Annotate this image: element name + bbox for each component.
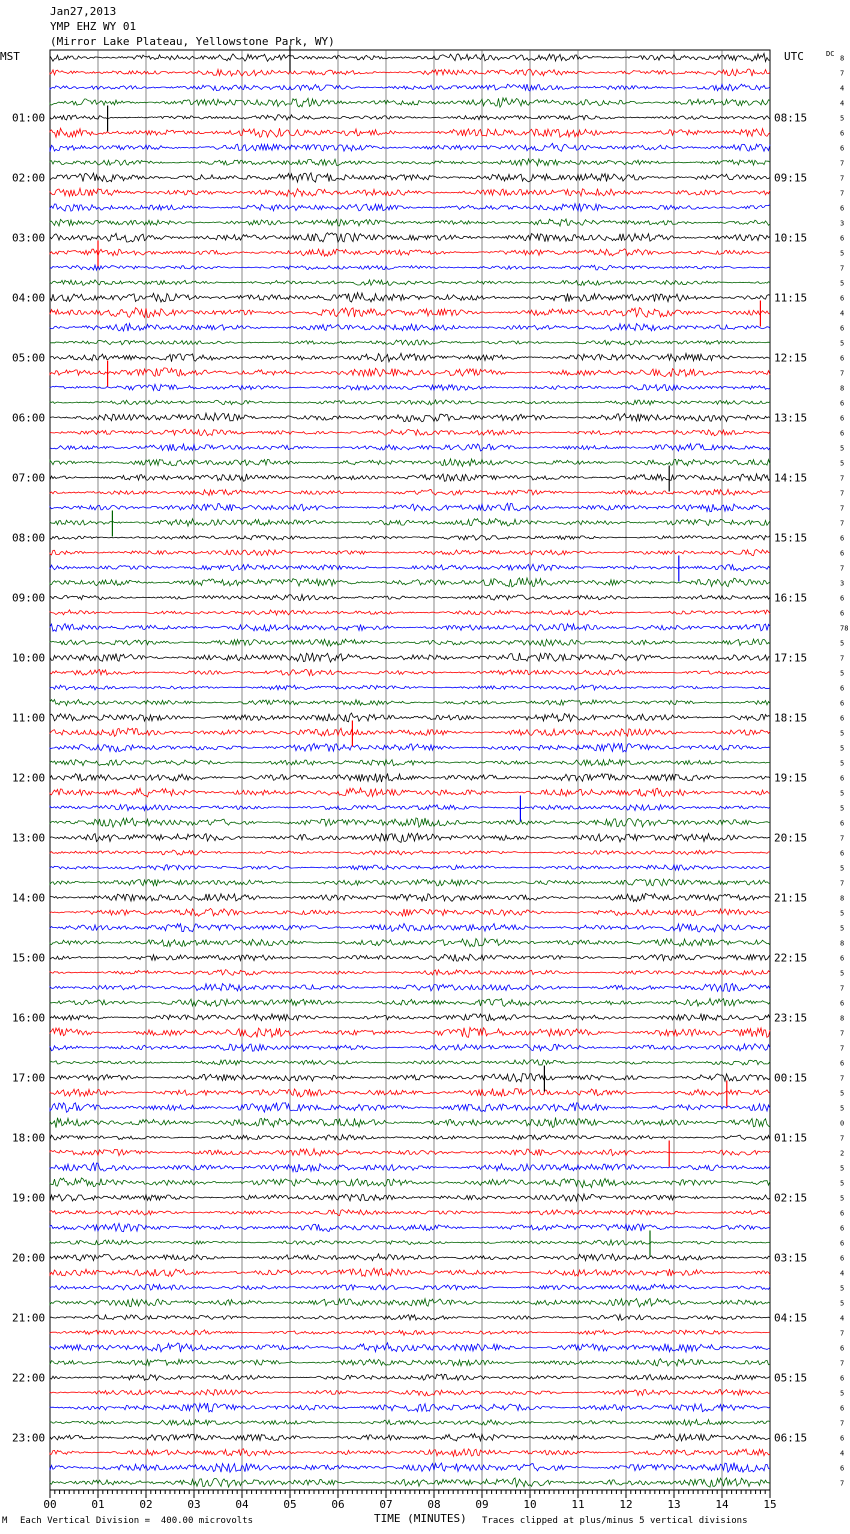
x-tick-label: 04 (235, 1498, 249, 1511)
trace-row (50, 1284, 770, 1290)
trace-row (50, 908, 770, 916)
trace-row (50, 1044, 770, 1052)
trace-row (50, 1163, 770, 1172)
dc-offset-value: 78 (840, 624, 849, 633)
dc-offset-value: 7 (840, 834, 845, 843)
hour-label-utc: 03:15 (774, 1251, 808, 1265)
hour-label-mst: 21:00 (12, 1311, 46, 1325)
trace-row (50, 1118, 770, 1128)
dc-offset-value: 6 (840, 429, 845, 438)
trace-row (50, 143, 770, 151)
trace-row (50, 324, 770, 331)
trace-row (50, 728, 770, 736)
chart-date: Jan27,2013 (50, 5, 117, 18)
x-tick-label: 08 (427, 1498, 441, 1511)
trace-row (50, 578, 770, 587)
hour-label-utc: 12:15 (774, 351, 808, 365)
hour-label-mst: 15:00 (12, 951, 46, 965)
trace-row (50, 1390, 770, 1396)
dc-offset-value: 3 (840, 579, 845, 588)
hour-label-mst: 22:00 (12, 1371, 46, 1385)
hour-label-utc: 09:15 (774, 171, 808, 185)
dc-offset-value: 6 (840, 1344, 845, 1353)
trace-row (50, 474, 770, 481)
trace-row (50, 159, 770, 166)
hour-label-mst: 13:00 (12, 831, 46, 845)
hour-label-utc: 00:15 (774, 1071, 808, 1085)
dc-offset-value: 6 (840, 999, 845, 1008)
dc-offset-value: 6 (840, 234, 845, 243)
dc-offset-value: 5 (840, 1284, 845, 1293)
trace-row (50, 924, 770, 932)
dc-offset-value: 3 (840, 219, 845, 228)
dc-offset-value: 6 (840, 144, 845, 153)
dc-offset-value: 6 (840, 819, 845, 828)
trace-row (50, 1210, 770, 1216)
dc-offset-value: 5 (840, 1194, 845, 1203)
trace-row (50, 865, 770, 871)
hour-label-utc: 18:15 (774, 711, 808, 725)
dc-offset-value: 7 (840, 654, 845, 663)
trace-row (50, 459, 770, 467)
trace-row (50, 84, 770, 91)
trace-row (50, 1299, 770, 1307)
dc-offset-value: 8 (840, 54, 845, 63)
x-tick-label: 02 (139, 1498, 153, 1511)
dc-offset-value: 5 (840, 1089, 845, 1098)
hour-label-mst: 23:00 (12, 1431, 46, 1445)
hour-label-mst: 20:00 (12, 1251, 46, 1265)
trace-row (50, 69, 770, 76)
dc-offset-value: 6 (840, 714, 845, 723)
trace-row (50, 519, 770, 527)
x-tick-label: 01 (91, 1498, 105, 1511)
dc-offset-value: 5 (840, 909, 845, 918)
dc-offset-value: 7 (840, 489, 845, 498)
trace-row (50, 1014, 770, 1021)
dc-offset-value: 6 (840, 294, 845, 303)
trace-row (50, 1060, 770, 1065)
trace-row (50, 1240, 770, 1245)
dc-offset-value: 4 (840, 1449, 845, 1458)
dc-offset-value: 6 (840, 1434, 845, 1443)
dc-offset-value: 7 (840, 1074, 845, 1083)
dc-offset-value: 6 (840, 699, 845, 708)
dc-offset-value: 5 (840, 1389, 845, 1398)
dc-offset-value: 2 (840, 1149, 845, 1158)
x-tick-label: 03 (187, 1498, 201, 1511)
dc-offset-value: 5 (840, 459, 845, 468)
hour-label-utc: 20:15 (774, 831, 808, 845)
hour-label-mst: 17:00 (12, 1071, 46, 1085)
trace-row (50, 204, 770, 212)
hour-label-utc: 14:15 (774, 471, 808, 485)
x-tick-label: 11 (571, 1498, 585, 1511)
dc-offset-value: 6 (840, 594, 845, 603)
dc-offset-value: 5 (840, 804, 845, 813)
trace-row (50, 1315, 770, 1321)
x-tick-label: 07 (379, 1498, 393, 1511)
trace-row (50, 233, 770, 242)
trace-row (50, 954, 770, 961)
x-axis-label: TIME (MINUTES) (374, 1512, 467, 1525)
trace-row (50, 1434, 770, 1441)
right-axis-title: UTC (784, 50, 804, 63)
trace-row (50, 639, 770, 646)
trace-row (50, 1028, 770, 1038)
hour-label-utc: 04:15 (774, 1311, 808, 1325)
trace-row (50, 353, 770, 361)
trace-row (50, 894, 770, 902)
trace-row (50, 653, 770, 662)
trace-row (50, 759, 770, 765)
chart-station: YMP EHZ WY 01 (50, 20, 137, 33)
x-tick-label: 05 (283, 1498, 297, 1511)
x-tick-label: 12 (619, 1498, 633, 1511)
trace-row (50, 1135, 770, 1140)
hour-label-utc: 02:15 (774, 1191, 808, 1205)
trace-row (50, 1359, 770, 1366)
trace-row (50, 564, 770, 571)
dc-offset-value: 5 (840, 969, 845, 978)
dc-offset-value: 5 (840, 759, 845, 768)
trace-row (50, 624, 770, 632)
dc-offset-value: 6 (840, 399, 845, 408)
trace-row (50, 265, 770, 270)
hour-label-mst: 03:00 (12, 231, 46, 245)
trace-row (50, 173, 770, 182)
trace-row (50, 1149, 770, 1156)
hour-label-utc: 16:15 (774, 591, 808, 605)
dc-offset-value: 7 (840, 504, 845, 513)
trace-row (50, 788, 770, 797)
trace-row (50, 1420, 770, 1426)
trace-row (50, 610, 770, 615)
hour-label-mst: 01:00 (12, 111, 46, 125)
trace-row (50, 384, 770, 390)
dc-offset-value: 6 (840, 1209, 845, 1218)
hour-label-mst: 11:00 (12, 711, 46, 725)
trace-row (50, 999, 770, 1007)
trace-row (50, 595, 770, 601)
trace-row (50, 115, 770, 121)
hour-label-utc: 19:15 (774, 771, 808, 785)
hour-label-utc: 10:15 (774, 231, 808, 245)
hour-label-utc: 01:15 (774, 1131, 808, 1145)
hour-label-utc: 05:15 (774, 1371, 808, 1385)
dc-offset-value: 7 (840, 159, 845, 168)
hour-label-utc: 15:15 (774, 531, 808, 545)
trace-row (50, 818, 770, 827)
trace-row (50, 984, 770, 992)
trace-row (50, 489, 770, 495)
dc-offset-value: 6 (840, 1224, 845, 1233)
trace-row (50, 308, 770, 318)
dc-offset-value: 6 (840, 849, 845, 858)
trace-row (50, 938, 770, 946)
dc-offset-value: 5 (840, 924, 845, 933)
dc-offset-value: 6 (840, 1254, 845, 1263)
hour-label-mst: 12:00 (12, 771, 46, 785)
dc-offset-value: 7 (840, 984, 845, 993)
dc-offset-value: 5 (840, 1104, 845, 1113)
hour-label-mst: 18:00 (12, 1131, 46, 1145)
dc-offset-value: 4 (840, 1269, 845, 1278)
hour-label-utc: 22:15 (774, 951, 808, 965)
hour-label-mst: 07:00 (12, 471, 46, 485)
dc-offset-value: 5 (840, 1164, 845, 1173)
dc-offset-value: 8 (840, 1014, 845, 1023)
dc-offset-value: 5 (840, 639, 845, 648)
scale-note: Each Vertical Division = 400.00 microvolts (20, 1516, 253, 1526)
dc-offset-value: 6 (840, 204, 845, 213)
trace-row (50, 850, 770, 855)
trace-row (50, 1449, 770, 1457)
dc-offset-value: 7 (840, 174, 845, 183)
dc-offset-value: 6 (840, 324, 845, 333)
dc-offset-value: 7 (840, 69, 845, 78)
trace-row (50, 188, 770, 196)
trace-row (50, 879, 770, 886)
trace-row (50, 280, 770, 286)
trace-row (50, 743, 770, 752)
hour-label-mst: 05:00 (12, 351, 46, 365)
trace-row (50, 1478, 770, 1487)
chart-location: (Mirror Lake Plateau, Yellowstone Park, WY) (50, 35, 335, 48)
x-tick-label: 14 (715, 1498, 729, 1511)
dc-offset-value: 7 (840, 189, 845, 198)
dc-offset-value: 7 (840, 1044, 845, 1053)
plot-frame (50, 50, 770, 1490)
trace-row (50, 970, 770, 976)
dc-offset-value: 6 (840, 1059, 845, 1068)
hour-label-utc: 21:15 (774, 891, 808, 905)
dc-offset-value: 7 (840, 1329, 845, 1338)
dc-offset-value: 0 (840, 1119, 845, 1128)
trace-row (50, 685, 770, 690)
trace-row (50, 535, 770, 540)
clip-note: Traces clipped at plus/minus 5 vertical divisions (482, 1516, 748, 1526)
dc-offset-value: 5 (840, 744, 845, 753)
trace-row (50, 1194, 770, 1201)
trace-row (50, 1074, 770, 1082)
trace-row (50, 1178, 770, 1188)
hour-label-utc: 11:15 (774, 291, 808, 305)
dc-offset-value: 4 (840, 309, 845, 318)
dc-offset-value: 6 (840, 684, 845, 693)
x-tick-label: 09 (475, 1498, 489, 1511)
dc-offset-value: 5 (840, 249, 845, 258)
trace-row (50, 368, 770, 377)
dc-offset-value: 6 (840, 1239, 845, 1248)
dc-offset-value: 8 (840, 939, 845, 948)
dc-offset-value: 4 (840, 99, 845, 108)
trace-row (50, 128, 770, 137)
trace-row (50, 1403, 770, 1412)
dc-offset-value: 5 (840, 1179, 845, 1188)
dc-offset-value: 6 (840, 954, 845, 963)
hour-label-utc: 13:15 (774, 411, 808, 425)
dc-offset-value: 7 (840, 369, 845, 378)
trace-row (50, 1343, 770, 1352)
hour-label-utc: 08:15 (774, 111, 808, 125)
dc-offset-value: 7 (840, 474, 845, 483)
hour-label-mst: 04:00 (12, 291, 46, 305)
dc-offset-value: 5 (840, 114, 845, 123)
dc-offset-value: 5 (840, 339, 845, 348)
trace-row (50, 444, 770, 451)
dc-offset-value: 7 (840, 564, 845, 573)
dc-offset-value: 6 (840, 1374, 845, 1383)
dc-offset-value: 7 (840, 1419, 845, 1428)
hour-label-mst: 08:00 (12, 531, 46, 545)
dc-offset-value: 6 (840, 534, 845, 543)
hour-label-mst: 19:00 (12, 1191, 46, 1205)
hour-label-mst: 09:00 (12, 591, 46, 605)
hour-label-mst: 16:00 (12, 1011, 46, 1025)
trace-row (50, 833, 770, 842)
dc-offset-value: 6 (840, 354, 845, 363)
dc-offset-value: 8 (840, 894, 845, 903)
hour-label-utc: 23:15 (774, 1011, 808, 1025)
dc-offset-value: 5 (840, 864, 845, 873)
trace-row (50, 700, 770, 706)
dc-offset-value: 7 (840, 879, 845, 888)
trace-row (50, 1374, 770, 1380)
trace-row (50, 1254, 770, 1261)
dc-offset-value: 6 (840, 609, 845, 618)
trace-row (50, 1103, 770, 1113)
dc-offset-value: 6 (840, 129, 845, 138)
left-axis-title: MST (0, 50, 20, 63)
dc-offset-value: 5 (840, 669, 845, 678)
dc-label: DC (826, 50, 835, 58)
x-tick-label: 06 (331, 1498, 345, 1511)
trace-row (50, 1268, 770, 1276)
x-tick-label: 13 (667, 1498, 681, 1511)
dc-offset-value: 7 (840, 519, 845, 528)
trace-row (50, 219, 770, 226)
dc-offset-value: 7 (840, 264, 845, 273)
trace-row (50, 340, 770, 345)
dc-offset-value: 6 (840, 414, 845, 423)
trace-row (50, 1463, 770, 1473)
trace-row (50, 1089, 770, 1097)
trace-row (50, 413, 770, 422)
trace-row (50, 713, 770, 722)
dc-offset-value: 7 (840, 1359, 845, 1368)
trace-row (50, 98, 770, 107)
x-tick-label: 15 (763, 1498, 777, 1511)
dc-offset-value: 4 (840, 1314, 845, 1323)
trace-row (50, 429, 770, 436)
dc-offset-value: 5 (840, 729, 845, 738)
dc-offset-value: 7 (840, 1029, 845, 1038)
trace-row (50, 1223, 770, 1231)
x-tick-label: 10 (523, 1498, 537, 1511)
dc-offset-value: 8 (840, 384, 845, 393)
dc-offset-value: 6 (840, 549, 845, 558)
trace-row (50, 293, 770, 303)
trace-row (50, 550, 770, 556)
dc-offset-value: 5 (840, 789, 845, 798)
dc-offset-value: 6 (840, 1404, 845, 1413)
hour-label-mst: 14:00 (12, 891, 46, 905)
hour-label-mst: 06:00 (12, 411, 46, 425)
trace-row (50, 1330, 770, 1336)
dc-offset-value: 4 (840, 84, 845, 93)
dc-offset-value: 7 (840, 1134, 845, 1143)
trace-row (50, 53, 770, 61)
trace-row (50, 503, 770, 511)
hour-label-mst: 02:00 (12, 171, 46, 185)
hour-label-mst: 10:00 (12, 651, 46, 665)
trace-row (50, 805, 770, 811)
dc-offset-value: 5 (840, 279, 845, 288)
corner-mark: M (2, 1516, 8, 1526)
trace-row (50, 774, 770, 783)
hour-label-utc: 06:15 (774, 1431, 808, 1445)
dc-offset-value: 5 (840, 1299, 845, 1308)
dc-offset-value: 5 (840, 444, 845, 453)
dc-offset-value: 6 (840, 774, 845, 783)
trace-row (50, 249, 770, 256)
dc-offset-value: 7 (840, 1479, 845, 1488)
x-tick-label: 00 (43, 1498, 57, 1511)
trace-row (50, 669, 770, 675)
trace-row (50, 400, 770, 405)
hour-label-utc: 17:15 (774, 651, 808, 665)
dc-offset-value: 6 (840, 1464, 845, 1473)
